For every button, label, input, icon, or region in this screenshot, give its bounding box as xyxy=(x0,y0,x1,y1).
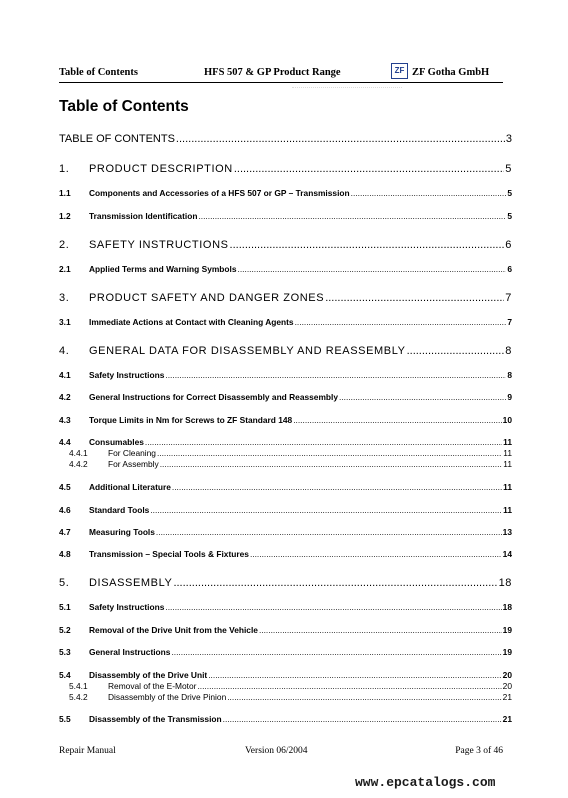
toc-number: 1.1 xyxy=(59,188,71,198)
toc-entry[interactable] xyxy=(59,239,512,251)
leader-dots xyxy=(172,482,502,492)
toc-page: 11 xyxy=(503,482,512,492)
toc-page: 11 xyxy=(503,448,512,458)
toc-page: 6 xyxy=(505,239,512,251)
toc-label: Safety Instructions xyxy=(89,370,165,380)
toc-label: PRODUCT DESCRIPTION xyxy=(89,163,233,175)
toc-number: 5.3 xyxy=(59,647,71,657)
toc-label: Consumables xyxy=(89,437,144,447)
toc-number: 4.5 xyxy=(59,482,71,492)
toc-entry[interactable] xyxy=(59,692,512,702)
leader-dots xyxy=(208,670,501,680)
toc-entry[interactable] xyxy=(59,527,512,537)
toc-page: 8 xyxy=(505,345,512,357)
page-header xyxy=(59,62,503,83)
toc-number: 5.4 xyxy=(59,670,71,680)
toc-page: 20 xyxy=(502,670,512,680)
leader-dots xyxy=(160,459,503,469)
toc-page: 5 xyxy=(507,188,512,198)
toc-number: 4. xyxy=(59,345,70,357)
toc-number: 4.4 xyxy=(59,437,71,447)
toc-entry[interactable] xyxy=(59,211,512,221)
toc-label: Components and Accessories of a HFS 507 or GP – Transmission xyxy=(89,188,350,198)
toc-page: 11 xyxy=(503,437,512,447)
toc-label: Safety Instructions xyxy=(89,602,165,612)
watermark-url: www.epcatalogs.com xyxy=(355,775,496,790)
toc-number: 4.8 xyxy=(59,549,71,559)
toc-label: General Instructions xyxy=(89,647,171,657)
toc-label: Applied Terms and Warning Symbols xyxy=(89,264,237,274)
toc-entry[interactable] xyxy=(59,317,512,327)
toc-number: 5.4.1 xyxy=(69,681,88,691)
toc-number: 4.2 xyxy=(59,392,71,402)
leader-dots xyxy=(250,549,502,559)
footer-doc-type: Repair Manual xyxy=(59,746,116,756)
toc-entry[interactable] xyxy=(59,577,512,589)
leader-dots xyxy=(198,211,506,221)
toc-number: 4.7 xyxy=(59,527,71,537)
toc-number: 3.1 xyxy=(59,317,71,327)
toc-number: 5.5 xyxy=(59,714,71,724)
leader-dots xyxy=(259,625,502,635)
toc-number: 2.1 xyxy=(59,264,71,274)
toc-label: Standard Tools xyxy=(89,505,150,515)
toc-page: 18 xyxy=(498,577,512,589)
toc-entry[interactable] xyxy=(59,482,512,492)
toc-entry[interactable] xyxy=(59,264,512,274)
toc-page: 21 xyxy=(502,714,512,724)
toc-number: 4.3 xyxy=(59,415,71,425)
toc-page: 20 xyxy=(502,681,512,691)
toc-page: 11 xyxy=(503,459,512,469)
leader-dots xyxy=(293,415,501,425)
toc-page: 5 xyxy=(505,163,512,175)
zf-logo-icon: ZF xyxy=(391,63,408,79)
faint-rule xyxy=(292,87,402,92)
toc-label: Transmission – Special Tools & Fixtures xyxy=(89,549,249,559)
leader-dots xyxy=(156,527,502,537)
leader-dots xyxy=(238,264,507,274)
leader-dots xyxy=(351,188,507,198)
leader-dots xyxy=(176,133,505,145)
toc-entry[interactable] xyxy=(59,647,512,657)
toc-entry[interactable] xyxy=(59,370,512,380)
toc-entry[interactable] xyxy=(59,437,512,447)
toc-entry[interactable] xyxy=(59,459,512,469)
toc-label: Disassembly of the Drive Pinion xyxy=(108,692,227,702)
toc-page: 19 xyxy=(502,647,512,657)
toc-entry[interactable] xyxy=(59,681,512,691)
toc-label: For Assembly xyxy=(108,459,159,469)
toc-entry[interactable] xyxy=(59,163,512,175)
leader-dots xyxy=(165,602,501,612)
toc-number: 2. xyxy=(59,239,70,251)
toc-label: GENERAL DATA FOR DISASSEMBLY AND REASSEMBLY xyxy=(89,345,406,357)
toc-entry[interactable] xyxy=(59,392,512,402)
toc-page: 7 xyxy=(507,317,512,327)
leader-dots xyxy=(339,392,506,402)
toc-page: 10 xyxy=(502,415,512,425)
toc-page: 18 xyxy=(502,602,512,612)
toc-entry[interactable] xyxy=(59,448,512,458)
leader-dots xyxy=(197,681,501,691)
toc-entry[interactable] xyxy=(59,415,512,425)
toc-number: 5. xyxy=(59,577,70,589)
toc-label: Removal of the Drive Unit from the Vehicle xyxy=(89,625,258,635)
leader-dots xyxy=(230,239,505,251)
toc-entry[interactable] xyxy=(59,133,512,145)
header-product-range: HFS 507 & GP Product Range xyxy=(204,67,341,78)
toc-label: Immediate Actions at Contact with Cleaning Agents xyxy=(89,317,294,327)
toc-number: 1.2 xyxy=(59,211,71,221)
toc-label: SAFETY INSTRUCTIONS xyxy=(89,239,229,251)
toc-page: 19 xyxy=(502,625,512,635)
toc-label: Transmission Identification xyxy=(89,211,198,221)
toc-page: 3 xyxy=(505,133,512,145)
toc-label: DISASSEMBLY xyxy=(89,577,173,589)
toc-page: 21 xyxy=(502,692,512,702)
toc-number: 5.4.2 xyxy=(69,692,88,702)
leader-dots xyxy=(227,692,501,702)
toc-entry[interactable] xyxy=(59,602,512,612)
toc-entry[interactable] xyxy=(59,188,512,198)
toc-number: 4.6 xyxy=(59,505,71,515)
leader-dots xyxy=(150,505,502,515)
page-footer xyxy=(59,746,503,760)
toc-label: Torque Limits in Nm for Screws to ZF Standard 148 xyxy=(89,415,293,425)
toc-label: TABLE OF CONTENTS xyxy=(59,133,175,145)
footer-page-number: Page 3 of 46 xyxy=(455,746,503,756)
toc-number: 4.4.1 xyxy=(69,448,88,458)
toc-number: 4.1 xyxy=(59,370,71,380)
leader-dots xyxy=(407,345,505,357)
toc-page: 8 xyxy=(507,370,512,380)
toc-page: 9 xyxy=(507,392,512,402)
toc-label: PRODUCT SAFETY AND DANGER ZONES xyxy=(89,292,325,304)
page-title: Table of Contents xyxy=(59,98,189,115)
leader-dots xyxy=(295,317,507,327)
leader-dots xyxy=(325,292,504,304)
toc-label: For Cleaning xyxy=(108,448,156,458)
toc-entry[interactable] xyxy=(59,714,512,724)
toc-page: 11 xyxy=(503,505,512,515)
toc-label: Measuring Tools xyxy=(89,527,155,537)
toc-page: 5 xyxy=(507,211,512,221)
toc-page: 13 xyxy=(502,527,512,537)
toc-label: Disassembly of the Transmission xyxy=(89,714,222,724)
leader-dots xyxy=(157,448,502,458)
footer-version: Version 06/2004 xyxy=(245,746,308,756)
toc-page: 6 xyxy=(507,264,512,274)
toc-number: 4.4.2 xyxy=(69,459,88,469)
header-section-title: Table of Contents xyxy=(59,67,138,78)
toc-number: 5.1 xyxy=(59,602,71,612)
toc-entry[interactable] xyxy=(59,505,512,515)
toc-number: 3. xyxy=(59,292,70,304)
toc-label: General Instructions for Correct Disassembly and Reassembly xyxy=(89,392,339,402)
toc-entry[interactable] xyxy=(59,292,512,304)
leader-dots xyxy=(234,163,504,175)
toc-entry[interactable] xyxy=(59,345,512,357)
toc-entry[interactable] xyxy=(59,670,512,680)
toc-number: 1. xyxy=(59,163,70,175)
toc-page: 7 xyxy=(505,292,512,304)
header-company: ZF Gotha GmbH xyxy=(412,67,490,78)
toc-page: 14 xyxy=(502,549,512,559)
toc-number: 5.2 xyxy=(59,625,71,635)
leader-dots xyxy=(223,714,502,724)
toc-entry[interactable] xyxy=(59,625,512,635)
toc-label: Additional Literature xyxy=(89,482,171,492)
leader-dots xyxy=(145,437,502,447)
toc-label: Disassembly of the Drive Unit xyxy=(89,670,208,680)
leader-dots xyxy=(171,647,501,657)
leader-dots xyxy=(173,577,497,589)
toc-entry[interactable] xyxy=(59,549,512,559)
leader-dots xyxy=(165,370,506,380)
toc-label: Removal of the E-Motor xyxy=(108,681,197,691)
